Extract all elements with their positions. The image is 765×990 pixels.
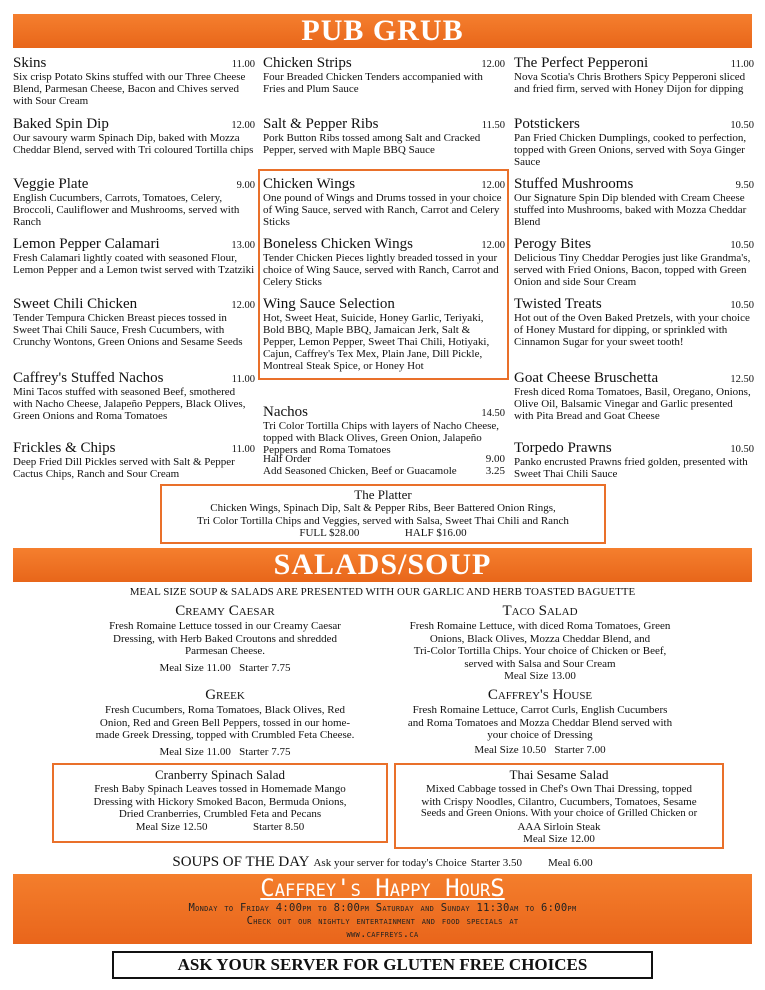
menu-item-nachos	[263, 405, 505, 456]
menu-item-salt-pepper-ribs	[263, 117, 505, 156]
menu-item-lemon-pepper-calamari	[13, 237, 255, 276]
menu-item-name: Twisted Treats	[514, 296, 602, 312]
menu-item-price: 10.50	[730, 240, 754, 251]
menu-item-price: 10.50	[730, 444, 754, 455]
greek-desc-1: Fresh Cucumbers, Roma Tomatoes, Black Olives, Red	[104, 704, 346, 716]
menu-item-name: Chicken Wings	[263, 176, 356, 192]
menu-item-price: 12.50	[730, 374, 754, 385]
menu-item-description: Mini Tacos stuffed with seasoned Beef, smothered with Nacho Cheese, Jalapeño Peppers, Black Olives, Green Onions and Roma Tomatoes	[13, 386, 246, 422]
menu-item-description: Fresh diced Roma Tomatoes, Basil, Oregano, Onions, Olive Oil, Balsamic Vinegar and Garlic presented with Pita Bread and Goat Cheese	[514, 386, 751, 422]
menu-item-name: Skins	[13, 55, 47, 71]
wings-highlight-box	[258, 169, 509, 380]
menu-item-price: 12.00	[231, 300, 255, 311]
menu-item-description: Six crisp Potato Skins stuffed with our Three Cheese Blend, Parmesan Cheese, Bacon and Chives served with Sour Cream	[13, 71, 246, 107]
platter-line-1: Chicken Wings, Spinach Dip, Salt & Pepper Ribs, Beer Battered Onion Rings,	[210, 502, 556, 514]
cranberry-starter-price: Starter 8.50	[252, 820, 305, 833]
gluten-free-notice	[112, 951, 653, 979]
house-desc-2: and Roma Tomatoes and Mozza Cheddar Blend served with	[407, 716, 673, 729]
menu-item-the-perfect-pepperoni	[514, 56, 754, 95]
taco-title: Taco Salad	[502, 603, 578, 619]
menu-item-baked-spin-dip	[13, 117, 255, 156]
menu-item-name: Lemon Pepper Calamari	[13, 236, 160, 252]
thai-desc-3: Seeds and Green Onions. With your choice of Grilled Chicken or	[420, 808, 698, 819]
menu-item-twisted-treats	[514, 297, 754, 348]
menu-item-description: One pound of Wings and Drums tossed in your choice of Wing Sauce, served with Ranch, Carrot and Celery Sticks	[263, 192, 502, 228]
menu-item-description: Delicious Tiny Cheddar Perogies just like Grandma's, served with Fried Onions, Bacon, topped with Green Onion and side Sour Cream	[514, 252, 751, 288]
menu-item-name: Wing Sauce Selection	[263, 296, 395, 312]
cranberry-title: Cranberry Spinach Salad	[155, 767, 285, 782]
menu-item-name: The Perfect Pepperoni	[514, 55, 649, 71]
greek-desc-3: made Greek Dressing, topped with Crumbled Feta Cheese.	[95, 729, 355, 741]
menu-item-name: Torpedo Prawns	[514, 440, 612, 456]
pub-grub-banner	[13, 14, 752, 48]
menu-item-price: 11.00	[231, 444, 255, 455]
menu-item-price: 11.00	[231, 59, 255, 70]
menu-item-price: 9.00	[236, 180, 255, 191]
menu-item-price: 12.00	[481, 240, 505, 251]
menu-item-perogy-bites	[514, 237, 754, 288]
cranberry-desc-1: Fresh Baby Spinach Leaves tossed in Homemade Mango	[94, 783, 346, 795]
platter-line-2: Tri Color Tortilla Chips and Veggies, served with Salsa, Sweet Thai Chili and Ranch	[197, 514, 569, 527]
salad-greek	[60, 687, 390, 759]
menu-item-description: Our Signature Spin Dip blended with Cream Cheese stuffed into Mushrooms, baked with Mozza Cheddar Blend	[514, 192, 747, 228]
menu-item-description: Panko encrusted Prawns fried golden, presented with Sweet Thai Chili Sauce	[514, 456, 748, 480]
platter-half-price: HALF $16.00	[404, 527, 467, 539]
menu-item-caffrey-s-stuffed-nachos	[13, 371, 255, 422]
menu-item-name: Potstickers	[514, 116, 580, 132]
nachos-option-price: 9.00	[485, 453, 505, 465]
taco-desc-4: served with Salsa and Sour Cream	[464, 657, 616, 670]
greek-price: Meal Size 11.00 Starter 7.75	[159, 745, 291, 758]
menu-item-price: 12.00	[231, 120, 255, 131]
menu-item-description: Our savoury warm Spinach Dip, baked with Mozza Cheddar Blend, served with Tri coloured Tortilla chips	[13, 132, 254, 156]
platter-title: The Platter	[354, 487, 412, 502]
menu-item-potstickers	[514, 117, 754, 168]
taco-desc-3: Tri-Color Tortilla Chips. Your choice of Chicken or Beef,	[413, 645, 667, 657]
soups-meal: Meal 6.00	[548, 857, 593, 869]
menu-item-description: Hot out of the Oven Baked Pretzels, with your choice of Honey Mustard for dipping, or sprinkled with Cinnamon Sugar for your sweet tooth!	[514, 312, 750, 348]
menu-item-description: Deep Fried Dill Pickles served with Salt & Pepper Cactus Chips, Ranch and Sour Cream	[13, 456, 235, 480]
happy-hours-banner	[13, 874, 752, 944]
gluten-free-text: ASK YOUR SERVER FOR GLUTEN FREE CHOICES	[177, 955, 588, 974]
soups-starter: Starter 3.50	[470, 857, 523, 869]
menu-item-name: Stuffed Mushrooms	[514, 176, 634, 192]
salad-thai	[394, 767, 724, 846]
cranberry-desc-3: Dried Cranberries, Crumbled Feta and Pecans	[118, 808, 322, 820]
salad-creamy-caesar	[60, 603, 390, 675]
salads-subtitle: MEAL SIZE SOUP & SALADS ARE PRESENTED WITH OUR GARLIC AND HERB TOASTED BAGUETTE	[129, 586, 636, 598]
creamy-caesar-desc-3: Parmesan Cheese.	[184, 645, 266, 657]
menu-item-description: Hot, Sweet Heat, Suicide, Honey Garlic, Teriyaki, Bold BBQ, Maple BBQ, Jamaican Jerk, Salt & Pepper, Lemon Pepper, Sweet Thai Chili, Hotiyaki, Cajun, Caffrey's Tex Mex, Plain Jane, Dill Pickle, Montreal Steak Spice, or Honey Hot	[263, 312, 490, 372]
thai-desc-2: with Crispy Noodles, Cilantro, Cucumbers, Tomatoes, Sesame	[421, 795, 697, 808]
soups-note: Ask your server for today's Choice	[313, 857, 467, 869]
menu-item-sweet-chili-chicken	[13, 297, 255, 348]
thai-title: Thai Sesame Salad	[509, 767, 609, 782]
menu-item-chicken-strips	[263, 56, 505, 95]
menu-item-name: Goat Cheese Bruschetta	[514, 370, 659, 386]
cranberry-meal-price: Meal Size 12.50	[135, 820, 208, 833]
soups-of-the-day	[13, 853, 752, 871]
menu-item-frickles-chips	[13, 441, 255, 480]
menu-item-name: Salt & Pepper Ribs	[263, 116, 379, 132]
creamy-caesar-desc-2: Dressing, with Herb Baked Croutons and shredded	[113, 632, 337, 645]
menu-item-name: Baked Spin Dip	[13, 116, 109, 132]
menu-item-description: Tri Color Tortilla Chips with layers of Nacho Cheese, topped with Black Olives, Green Onion, Jalapeño Peppers and Roma Tomatoes	[263, 420, 500, 456]
menu-item-name: Boneless Chicken Wings	[263, 236, 413, 252]
thai-desc-4: AAA Sirloin Steak	[517, 820, 601, 833]
menu-item-description: Tender Chicken Pieces lightly breaded tossed in your choice of Wing Sauce, served with Ranch, Carrot and Celery Sticks	[263, 252, 499, 288]
menu-item-price: 10.50	[730, 300, 754, 311]
cranberry-desc-2: Dressing with Hickory Smoked Bacon, Bermuda Onions,	[93, 795, 347, 808]
thai-price: Meal Size 12.00	[523, 833, 595, 845]
menu-item-stuffed-mushrooms	[514, 177, 754, 228]
menu-column-3	[514, 56, 754, 486]
menu-item-description: Pan Fried Chicken Dumplings, cooked to perfection, topped with Green Onions, served with Soya Ginger Sauce	[514, 132, 747, 168]
menu-item-name: Frickles & Chips	[13, 440, 116, 456]
salad-house	[375, 687, 705, 757]
creamy-caesar-desc-1: Fresh Romaine Lettuce tossed in our Creamy Caesar	[109, 620, 341, 632]
salad-taco	[375, 603, 705, 683]
menu-item-description: Four Breaded Chicken Tenders accompanied with Fries and Plum Sauce	[263, 71, 483, 95]
menu-item-name: Caffrey's Stuffed Nachos	[13, 370, 164, 386]
menu-item-description: Tender Tempura Chicken Breast pieces tossed in Sweet Thai Chili Sauce, Fresh Cucumbers, with Crunchy Wontons, Green Onions and Sesame Seeds	[13, 312, 243, 348]
menu-item-price: 12.00	[481, 180, 505, 191]
menu-item-price: 12.00	[481, 59, 505, 70]
menu-item-skins	[13, 56, 255, 107]
menu-item-name: Chicken Strips	[263, 55, 352, 71]
menu-item-price: 13.00	[231, 240, 255, 251]
menu-item-name: Sweet Chili Chicken	[13, 296, 138, 312]
menu-item-description: Nova Scotia's Chris Brothers Spicy Pepperoni sliced and fried firm, served with Honey Dijon for dipping	[514, 71, 746, 95]
taco-desc-1: Fresh Romaine Lettuce, with diced Roma Tomatoes, Green	[409, 620, 671, 632]
taco-desc-2: Onions, Black Olives, Mozza Cheddar Blend, and	[429, 632, 651, 645]
nachos-add-row	[263, 465, 505, 477]
salads-banner	[13, 548, 752, 582]
menu-item-torpedo-prawns	[514, 441, 754, 480]
creamy-caesar-title: Creamy Caesar	[175, 603, 275, 619]
menu-item-name: Nachos	[263, 404, 308, 420]
menu-column-1	[13, 56, 255, 486]
nachos-option-label: Half Order	[263, 453, 311, 465]
pub-grub-title: PUB GRUB	[301, 14, 464, 47]
house-price: Meal Size 10.50 Starter 7.00	[474, 743, 606, 756]
house-desc-3: your choice of Dressing	[487, 729, 593, 741]
greek-desc-2: Onion, Red and Green Bell Peppers, tossed in our home-	[99, 716, 351, 729]
creamy-caesar-price: Meal Size 11.00 Starter 7.75	[159, 661, 291, 674]
menu-item-price: 11.00	[231, 374, 255, 385]
menu-item-price: 11.50	[481, 120, 505, 131]
menu-item-price: 9.50	[735, 180, 754, 191]
nachos-option-label: Add Seasoned Chicken, Beef or Guacamole	[263, 465, 457, 477]
menu-item-name: Perogy Bites	[514, 236, 592, 252]
menu-item-description: English Cucumbers, Carrots, Tomatoes, Celery, Broccoli, Cauliflower and Mushrooms, served with Ranch	[13, 192, 240, 228]
house-title: Caffrey's House	[487, 687, 593, 703]
menu-item-name: Veggie Plate	[13, 176, 89, 192]
nachos-option-price: 3.25	[485, 465, 505, 477]
menu-item-goat-cheese-bruschetta	[514, 371, 754, 422]
thai-desc-1: Mixed Cabbage tossed in Chef's Own Thai Dressing, topped	[425, 783, 693, 795]
house-desc-1: Fresh Romaine Lettuce, Carrot Curls, English Cucumbers	[412, 704, 668, 716]
menu-item-price: 10.50	[730, 120, 754, 131]
nachos-half-row	[263, 453, 505, 465]
happy-hours-line-1: Monday to Friday 4:00pm to 8:00pm Saturday and Sunday 11:30am to 6:00pm	[188, 902, 577, 914]
soups-title: SOUPS OF THE DAY	[172, 854, 310, 870]
platter-full-price: FULL $28.00	[299, 527, 360, 539]
salad-cranberry	[52, 767, 388, 833]
menu-item-price: 14.50	[481, 408, 505, 419]
menu-item-veggie-plate	[13, 177, 255, 228]
website-link[interactable]: www.caffreys.ca	[346, 928, 419, 940]
salads-title: SALADS/SOUP	[273, 548, 492, 581]
happy-hours-line-2: Check out our nightly entertainment and food specials at	[246, 915, 519, 927]
menu-item-description: Pork Button Ribs tossed among Salt and Cracked Pepper, served with Maple BBQ Sauce	[263, 132, 481, 156]
greek-title: Greek	[205, 687, 245, 703]
platter	[160, 487, 606, 540]
happy-hours-title: Caffrey's Happy HourS	[260, 874, 505, 902]
menu-item-description: Fresh Calamari lightly coated with seasoned Flour, Lemon Pepper and a Lemon twist served with Tzatziki	[13, 252, 255, 276]
menu-item-price: 11.00	[730, 59, 754, 70]
taco-price: Meal Size 13.00	[504, 670, 576, 682]
